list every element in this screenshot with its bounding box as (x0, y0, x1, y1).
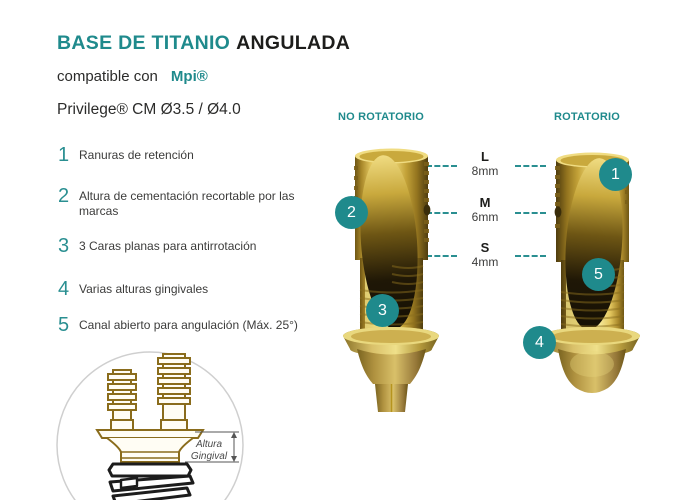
feature-number: 2 (57, 185, 70, 207)
abutment-image-no-rotatorio (340, 146, 444, 414)
gingival-detail-diagram (45, 348, 257, 500)
page-title-secondary: ANGULADA (236, 32, 351, 54)
feature-text: Ranuras de retención (79, 148, 194, 162)
size-value: 4mm (471, 255, 499, 269)
feature-number: 1 (57, 144, 70, 166)
brand-name: Mpi® (170, 68, 208, 85)
feature-number: 3 (57, 235, 70, 257)
page-title-primary: BASE DE TITANIO (57, 32, 231, 54)
size-mark-S (455, 240, 515, 269)
feature-number: 5 (57, 314, 70, 336)
feature-item-2 (55, 186, 319, 219)
size-value: 6mm (471, 210, 499, 224)
size-mark-M (455, 195, 515, 224)
compatibility-prefix: compatible con (57, 68, 158, 85)
callout-badge-4: 4 (523, 326, 556, 359)
feature-item-1 (55, 145, 319, 165)
feature-item-3 (55, 236, 319, 256)
compatibility-line (57, 68, 208, 85)
feature-text: Varias alturas gingivales (79, 282, 209, 296)
size-code: S (480, 240, 490, 255)
feature-text: Canal abierto para angulación (Máx. 25°) (79, 318, 298, 332)
label-rotatorio: ROTATORIO (554, 111, 620, 123)
size-mark-L (455, 149, 515, 178)
feature-item-5 (55, 315, 319, 335)
dimension-label-line2: Gingival (190, 451, 228, 462)
feature-text: Altura de cementación recortable por las marcas (79, 189, 295, 218)
size-code: L (481, 149, 489, 164)
size-code: M (479, 195, 491, 210)
page-title (57, 32, 350, 55)
callout-badge-1: 1 (599, 158, 632, 191)
dimension-label-line1: Altura (195, 439, 223, 450)
feature-text: 3 Caras planas para antirrotación (79, 239, 257, 253)
size-value: 8mm (471, 164, 499, 178)
callout-badge-2: 2 (335, 196, 368, 229)
callout-badge-5: 5 (582, 258, 615, 291)
callout-badge-3: 3 (366, 294, 399, 327)
feature-item-4 (55, 279, 319, 299)
feature-number: 4 (57, 278, 70, 300)
label-no-rotatorio: NO ROTATORIO (337, 111, 425, 123)
product-line: Privilege® CM Ø3.5 / Ø4.0 (57, 101, 241, 118)
